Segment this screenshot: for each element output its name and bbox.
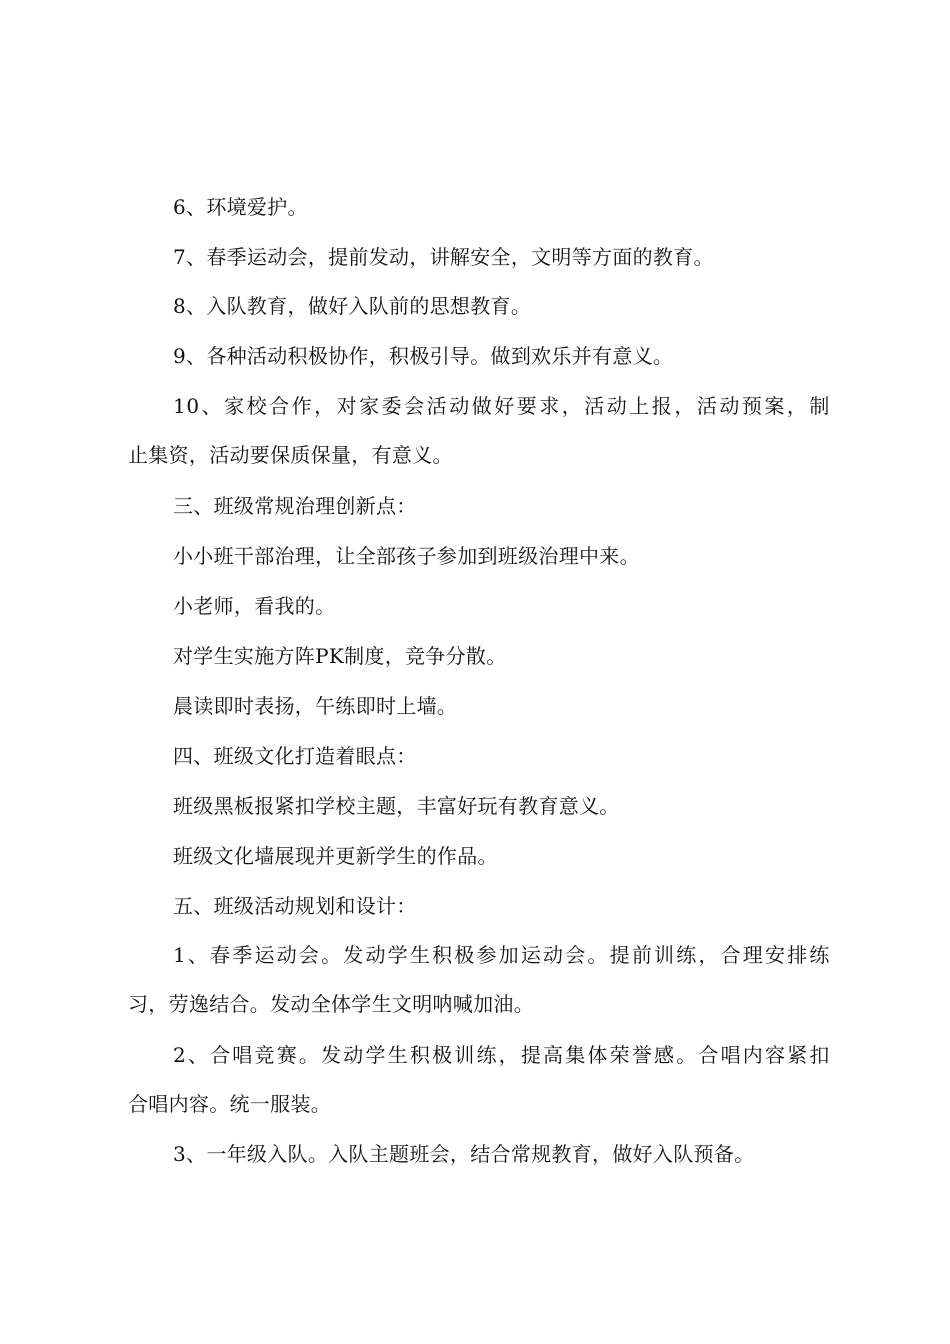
activity-item-2-continued: 合唱内容。统一服装。 — [128, 1092, 331, 1116]
paragraph: 班级文化墙展现并更新学生的作品。 — [173, 844, 498, 868]
section-heading-5: 五、班级活动规划和设计： — [173, 894, 417, 918]
paragraph: 晨读即时表扬，午练即时上墙。 — [173, 694, 458, 718]
section-heading-3: 三、班级常规治理创新点： — [173, 494, 417, 518]
list-item-10: 10、家校合作，对家委会活动做好要求，活动上报，活动预案，制 — [173, 394, 830, 418]
activity-item-2: 2、合唱竞赛。发动学生积极训练，提高集体荣誉感。合唱内容紧扣 — [173, 1043, 830, 1067]
section-heading-4: 四、班级文化打造着眼点： — [173, 744, 417, 768]
activity-item-3: 3、一年级入队。入队主题班会，结合常规教育，做好入队预备。 — [173, 1142, 755, 1166]
list-item-6: 6、环境爱护。 — [173, 195, 308, 219]
paragraph: 班级黑板报紧扣学校主题，丰富好玩有教育意义。 — [173, 794, 620, 818]
paragraph: 小老师，看我的。 — [173, 594, 336, 618]
activity-item-1: 1、春季运动会。发动学生积极参加运动会。提前训练，合理安排练 — [173, 943, 830, 967]
list-item-8: 8、入队教育，做好入队前的思想教育。 — [173, 294, 532, 318]
paragraph: 小小班干部治理，让全部孩子参加到班级治理中来。 — [173, 544, 640, 568]
list-item-7: 7、春季运动会，提前发动，讲解安全，文明等方面的教育。 — [173, 245, 714, 269]
list-item-9: 9、各种活动积极协作，积极引导。做到欢乐并有意义。 — [173, 344, 674, 368]
list-item-10-continued: 止集资，活动要保质保量，有意义。 — [128, 443, 453, 467]
paragraph: 对学生实施方阵PK制度，竞争分散。 — [173, 644, 507, 668]
activity-item-1-continued: 习，劳逸结合。发动全体学生文明呐喊加油。 — [128, 992, 534, 1016]
